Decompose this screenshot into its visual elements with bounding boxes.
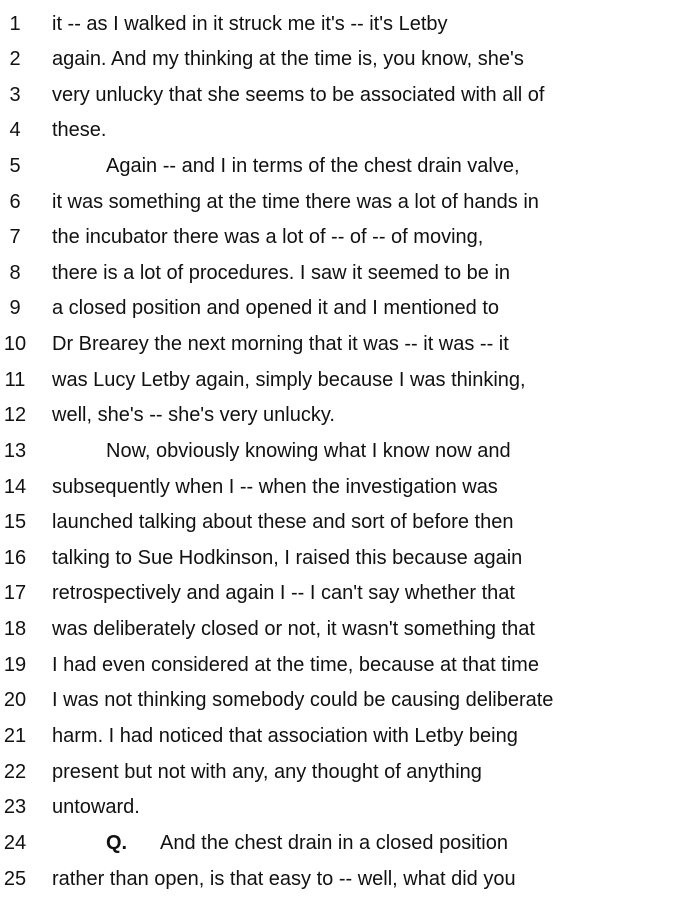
transcript-line-6 [0,184,682,220]
line-number: 10 [3,333,27,355]
line-number: 14 [3,476,27,498]
line-number: 16 [3,547,27,569]
transcript-line-13 [0,433,682,469]
question-line [106,825,508,861]
line-text: the incubator there was a lot of -- of -- of moving, [52,226,484,248]
line-number: 15 [3,511,27,533]
transcript-line-3 [0,77,682,113]
line-text: present but not with any, any thought of anything [52,761,482,783]
line-number: 18 [3,618,27,640]
transcript-line-22 [0,754,682,790]
line-text: Now, obviously knowing what I know now and [106,440,511,462]
line-number: 6 [9,191,21,213]
line-number: 3 [9,84,21,106]
transcript-line-15 [0,504,682,540]
transcript-line-25 [0,861,682,897]
line-text: it was something at the time there was a lot of hands in [52,191,539,213]
line-number: 4 [9,119,21,141]
line-text: And the chest drain in a closed position [160,832,508,854]
line-text: I had even considered at the time, because at that time [52,654,539,676]
line-number: 2 [9,48,21,70]
line-number: 21 [3,725,27,747]
line-text: harm. I had noticed that association with Letby being [52,725,518,747]
transcript-line-11 [0,362,682,398]
line-text: launched talking about these and sort of before then [52,511,514,533]
transcript-line-21 [0,718,682,754]
line-text: retrospectively and again I -- I can't say whether that [52,582,515,604]
line-text: I was not thinking somebody could be causing deliberate [52,689,554,711]
transcript-line-12 [0,397,682,433]
line-number: 24 [3,832,27,854]
transcript-line-18 [0,611,682,647]
line-number: 20 [3,689,27,711]
transcript-line-9 [0,290,682,326]
line-text: Dr Brearey the next morning that it was -- it was -- it [52,333,509,355]
line-text: these. [52,119,107,141]
transcript-line-17 [0,575,682,611]
line-text: again. And my thinking at the time is, you know, she's [52,48,524,70]
line-text: it -- as I walked in it struck me it's -- it's Letby [52,13,448,35]
line-number: 9 [9,297,21,319]
question-label: Q. [106,832,128,854]
transcript-line-5 [0,148,682,184]
line-text: Again -- and I in terms of the chest drain valve, [106,155,520,177]
line-text: a closed position and opened it and I mentioned to [52,297,499,319]
transcript-line-7 [0,219,682,255]
line-number: 17 [3,582,27,604]
line-text: talking to Sue Hodkinson, I raised this because again [52,547,523,569]
transcript-line-16 [0,540,682,576]
transcript-line-20 [0,682,682,718]
transcript-line-1 [0,6,682,42]
line-text: very unlucky that she seems to be associated with all of [52,84,545,106]
transcript-line-8 [0,255,682,291]
line-number: 8 [9,262,21,284]
line-text: was Lucy Letby again, simply because I was thinking, [52,369,526,391]
line-number: 11 [4,369,26,391]
transcript-line-23 [0,789,682,825]
line-number: 12 [3,404,27,426]
line-number: 7 [9,226,21,248]
line-text: rather than open, is that easy to -- well, what did you [52,868,516,890]
transcript-line-10 [0,326,682,362]
line-number: 13 [3,440,27,462]
transcript-line-4 [0,112,682,148]
line-number: 19 [3,654,27,676]
line-number: 23 [3,796,27,818]
line-text: untoward. [52,796,140,818]
transcript-line-24 [0,825,682,861]
line-number: 22 [3,761,27,783]
line-text: subsequently when I -- when the investigation was [52,476,498,498]
transcript-line-2 [0,41,682,77]
line-text: there is a lot of procedures. I saw it seemed to be in [52,262,511,284]
line-number: 25 [3,868,27,890]
line-number: 5 [9,155,21,177]
transcript-line-19 [0,647,682,683]
line-text: well, she's -- she's very unlucky. [52,404,335,426]
line-number: 1 [9,13,21,35]
transcript-line-14 [0,469,682,505]
line-text: was deliberately closed or not, it wasn't something that [52,618,535,640]
